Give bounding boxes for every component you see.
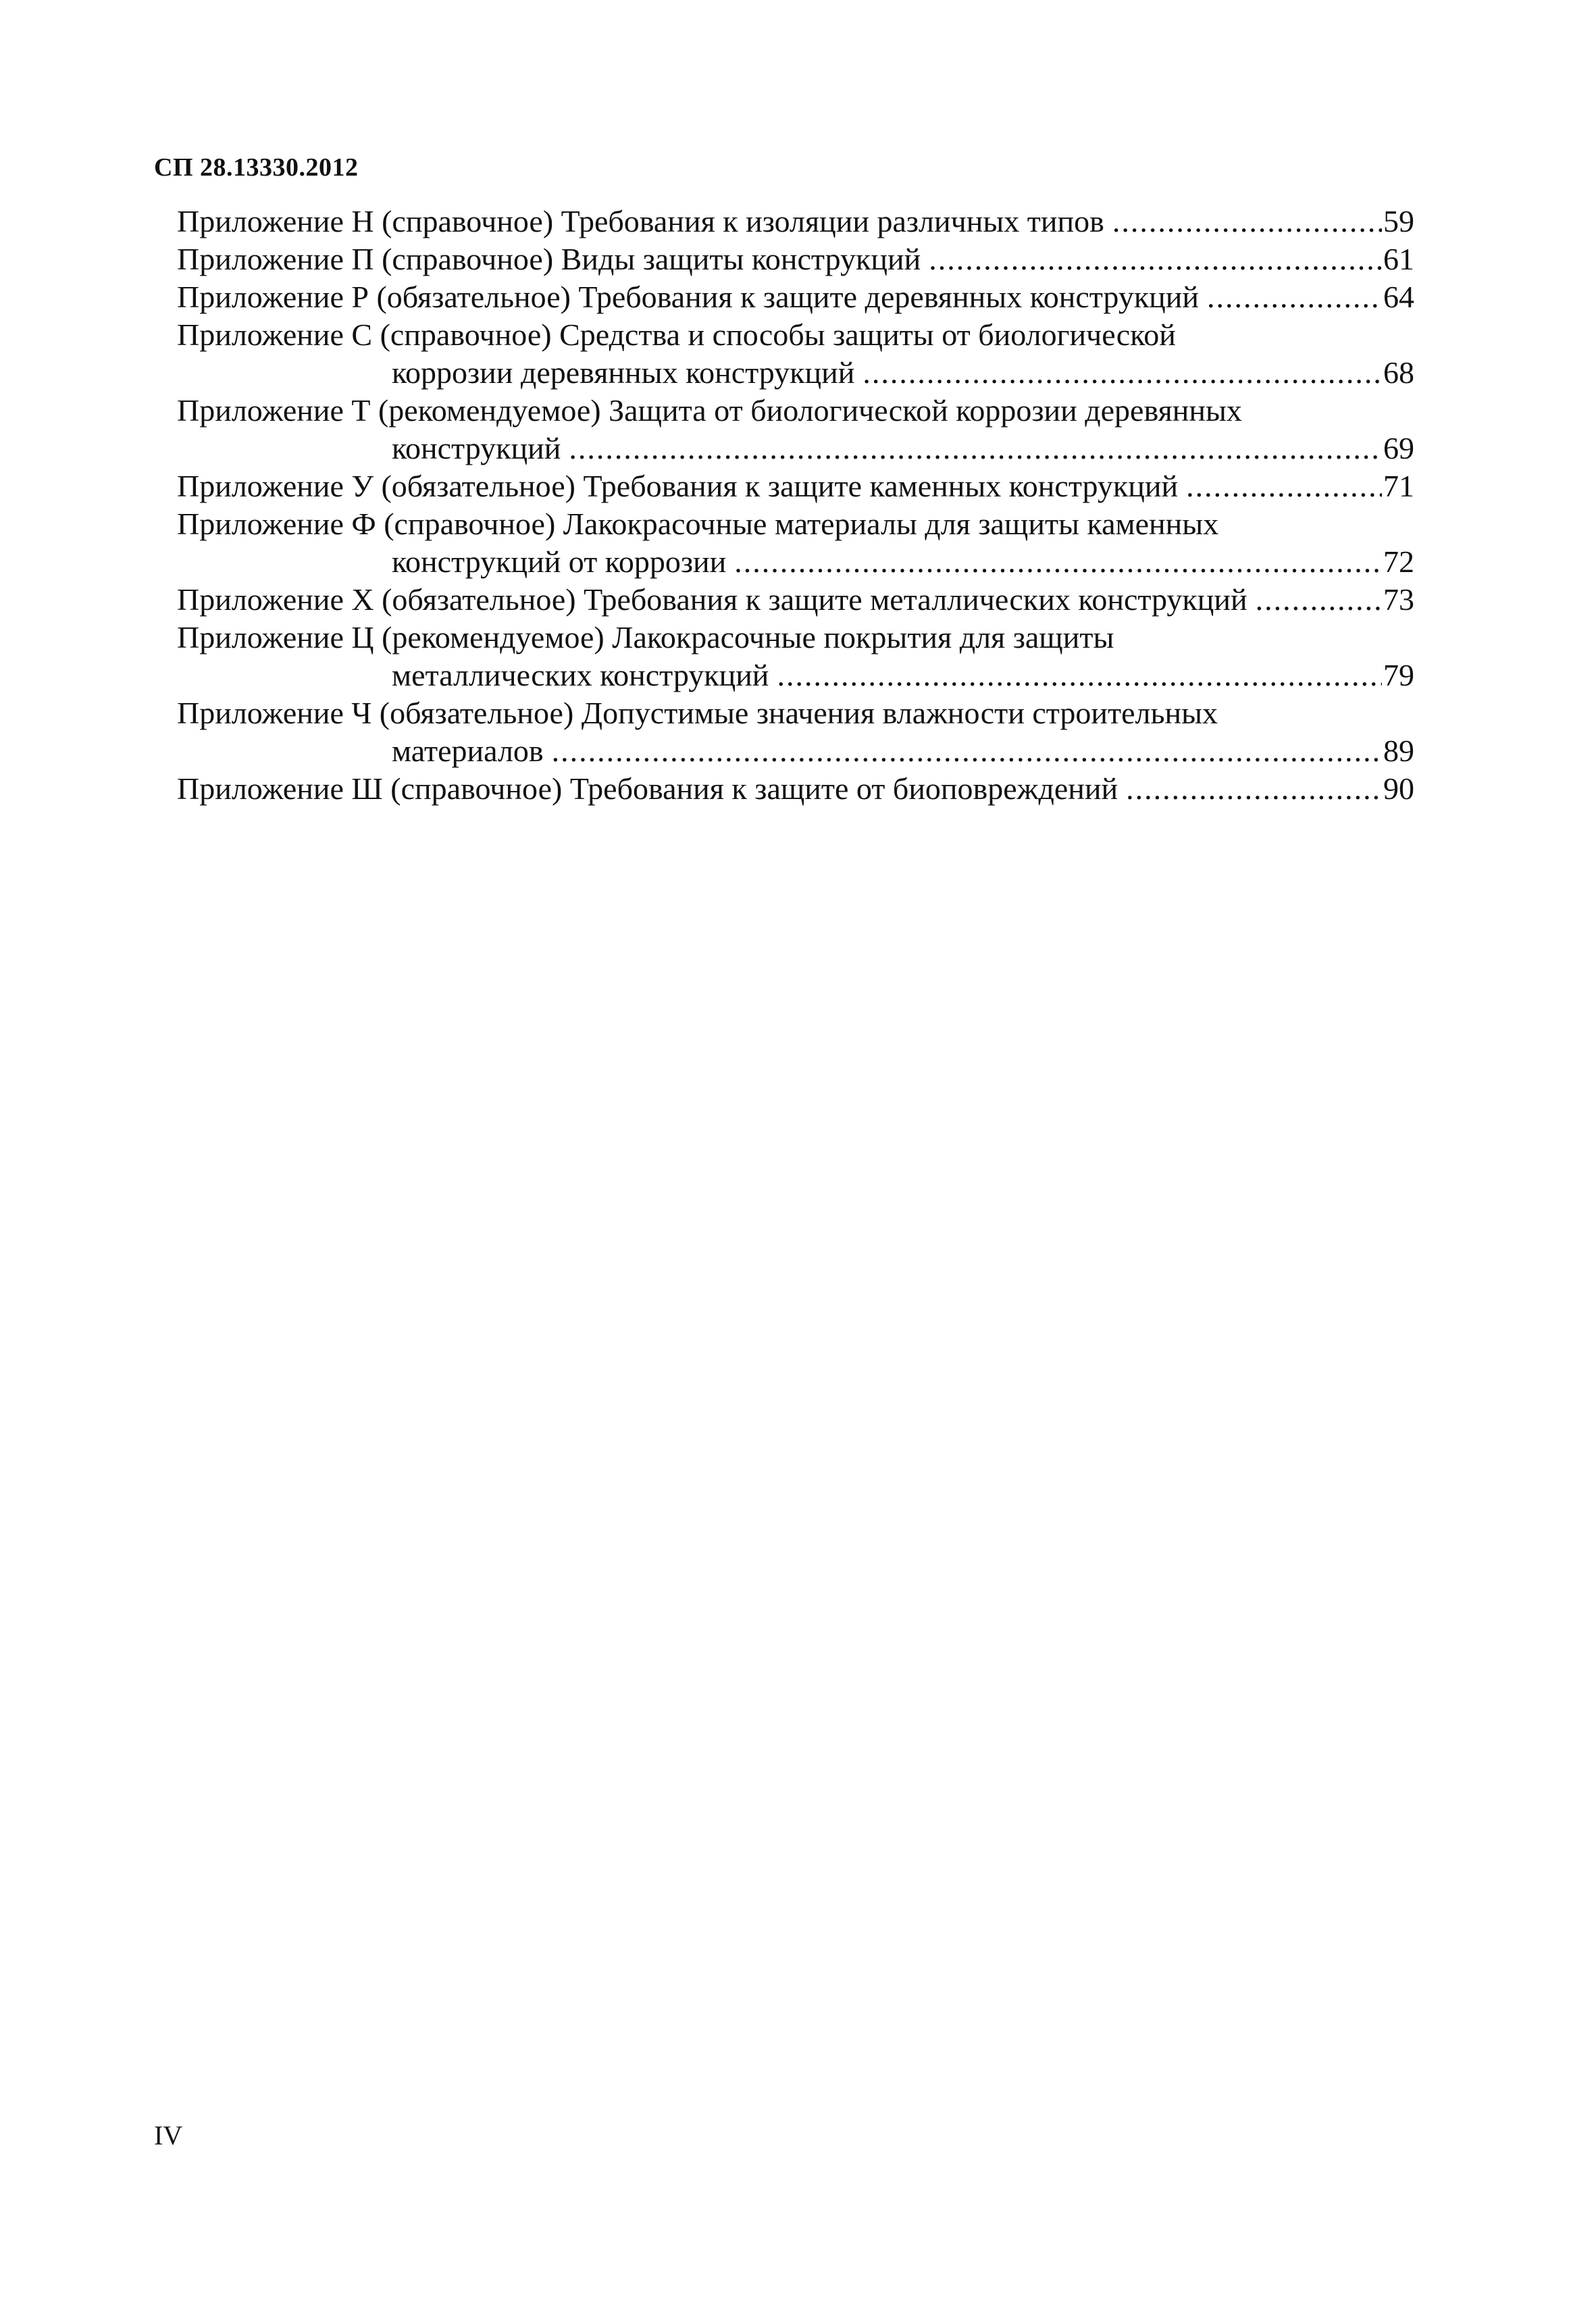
toc-entry-page: 61 <box>1383 242 1414 276</box>
document-code: СП 28.13330.2012 <box>154 153 359 182</box>
toc-entry-appendix-r[interactable] <box>177 278 1414 316</box>
toc-entry-appendix-p[interactable] <box>177 240 1414 278</box>
toc-entry-page: 73 <box>1383 582 1414 617</box>
toc-entry-page: 72 <box>1383 544 1414 579</box>
toc-entry-page: 64 <box>1383 280 1414 314</box>
dot-leader <box>863 354 1382 392</box>
toc-entry-appendix-n[interactable] <box>177 203 1414 240</box>
toc-entry-appendix-f[interactable] <box>177 505 1414 581</box>
toc-entry-title: Приложение Х (обязательное) Требования к защите металлических конструкций <box>177 582 1247 617</box>
toc-line <box>177 581 1414 619</box>
toc-entry-title: Приложение П (справочное) Виды защиты конструкций <box>177 242 921 276</box>
toc-line-continuation <box>177 543 1414 581</box>
toc-entry-title: Приложение Ц (рекомендуемое) Лакокрасочные покрытия для защиты <box>177 620 1114 654</box>
toc-entry-page: 69 <box>1383 431 1414 465</box>
toc-entry-page: 90 <box>1383 771 1414 806</box>
toc-line <box>177 694 1414 732</box>
toc-line <box>177 505 1414 543</box>
toc-entry-title: Приложение Р (обязательное) Требования к защите деревянных конструкций <box>177 280 1200 314</box>
toc-line <box>177 278 1414 316</box>
toc-line <box>177 240 1414 278</box>
toc-entry-title: Приложение Т (рекомендуемое) Защита от биологической коррозии деревянных <box>177 393 1242 428</box>
dot-leader <box>734 543 1382 581</box>
toc-line-continuation <box>177 657 1414 694</box>
dot-leader <box>929 240 1382 278</box>
table-of-contents <box>177 203 1414 808</box>
toc-entry-title: Приложение Ф (справочное) Лакокрасочные материалы для защиты каменных <box>177 507 1219 541</box>
toc-line <box>177 467 1414 505</box>
toc-entry-title: Приложение С (справочное) Средства и способы защиты от биологической <box>177 317 1176 352</box>
page-number: IV <box>154 2120 183 2151</box>
toc-entry-page: 71 <box>1383 469 1414 503</box>
toc-line <box>177 392 1414 430</box>
toc-entry-appendix-sh[interactable] <box>177 770 1414 808</box>
toc-entry-page: 89 <box>1383 734 1414 768</box>
toc-line <box>177 316 1414 354</box>
toc-line-continuation <box>177 354 1414 392</box>
toc-line-continuation <box>177 430 1414 467</box>
dot-leader <box>777 657 1382 694</box>
toc-entry-title: Приложение У (обязательное) Требования к защите каменных конструкций <box>177 469 1179 503</box>
toc-entry-appendix-ts[interactable] <box>177 619 1414 694</box>
toc-entry-page: 59 <box>1383 204 1414 238</box>
toc-entry-title: Приложение Ш (справочное) Требования к защите от биоповреждений <box>177 771 1118 806</box>
toc-entry-title-continued: металлических конструкций <box>392 658 769 692</box>
toc-entry-title-continued: конструкций <box>392 431 561 465</box>
toc-line <box>177 770 1414 808</box>
toc-line <box>177 619 1414 657</box>
toc-entry-appendix-s[interactable] <box>177 316 1414 392</box>
dot-leader <box>552 732 1382 770</box>
dot-leader <box>1112 203 1382 240</box>
toc-entry-appendix-t[interactable] <box>177 392 1414 467</box>
dot-leader <box>1126 770 1382 808</box>
dot-leader <box>1256 581 1382 619</box>
toc-entry-title-continued: конструкций от коррозии <box>392 544 727 579</box>
toc-line <box>177 203 1414 240</box>
toc-entry-title-continued: коррозии деревянных конструкций <box>392 355 855 390</box>
toc-line-continuation <box>177 732 1414 770</box>
toc-entry-title-continued: материалов <box>392 734 544 768</box>
toc-entry-page: 68 <box>1383 355 1414 390</box>
toc-entry-title: Приложение Н (справочное) Требования к изоляции различных типов <box>177 204 1104 238</box>
toc-entry-appendix-ch[interactable] <box>177 694 1414 770</box>
toc-entry-appendix-u[interactable] <box>177 467 1414 505</box>
dot-leader <box>1186 467 1382 505</box>
dot-leader <box>569 430 1382 467</box>
toc-entry-appendix-kh[interactable] <box>177 581 1414 619</box>
toc-entry-page: 79 <box>1383 658 1414 692</box>
dot-leader <box>1207 278 1382 316</box>
toc-entry-title: Приложение Ч (обязательное) Допустимые значения влажности строительных <box>177 696 1218 730</box>
